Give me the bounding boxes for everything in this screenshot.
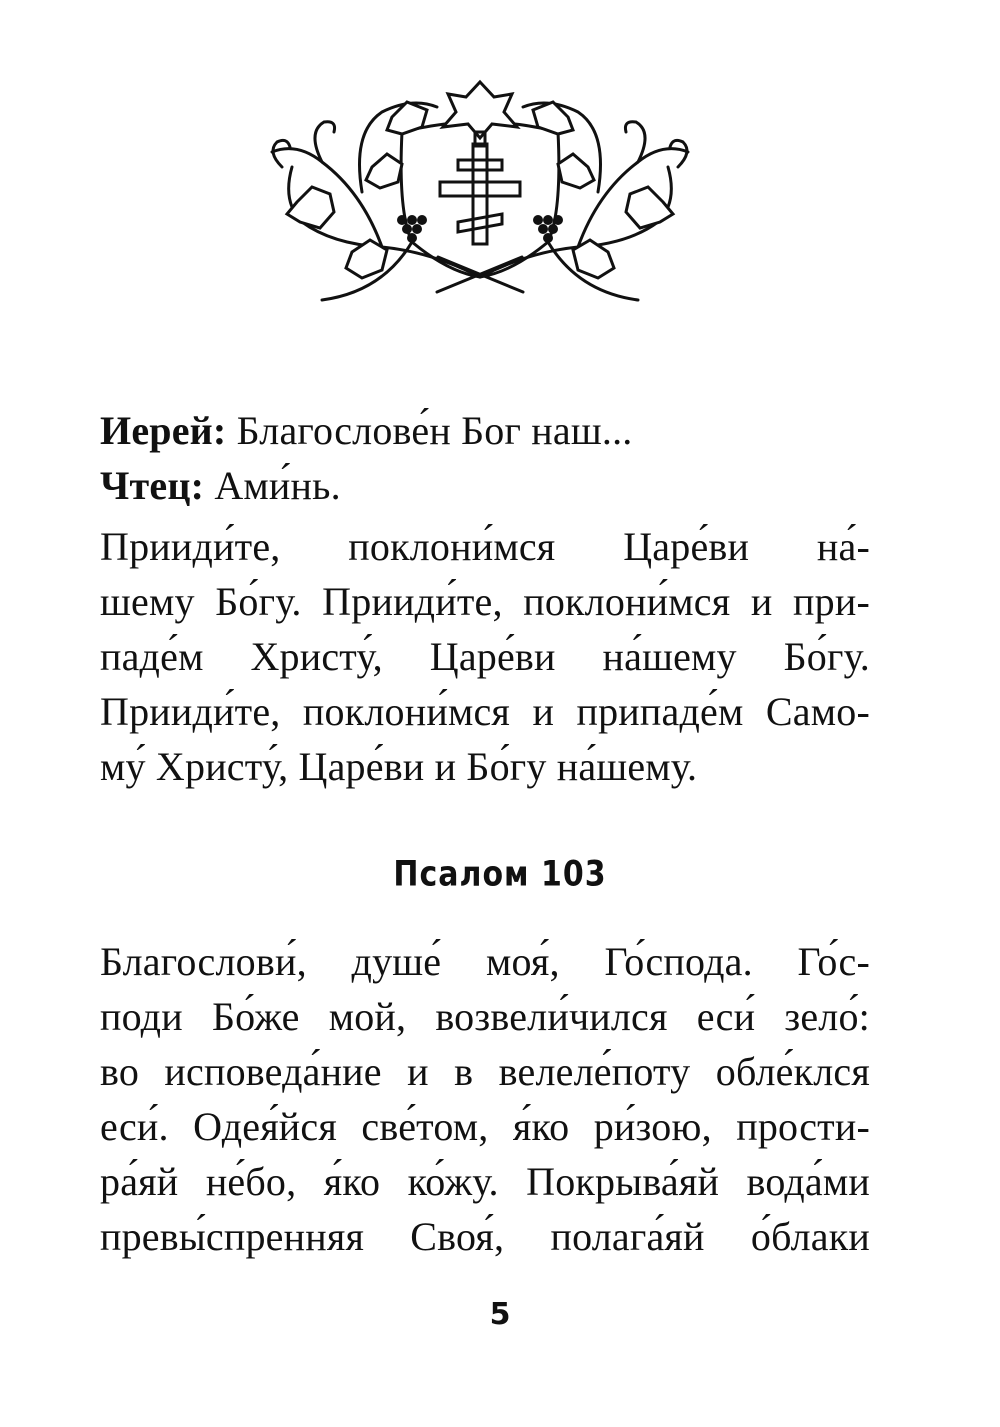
reader-line (100, 458, 870, 514)
priest-label: Иерей: (100, 408, 227, 453)
invitation-line-3: паде́м Христу́, Царе́ви на́шему Бо́гу. (100, 634, 870, 679)
psalm-line-3: во исповеда́ние и в велеле́поту обле́клся (100, 1049, 870, 1094)
invitation-line-5: му́ Христу́, Царе́ви и Бо́гу на́шему. (100, 744, 698, 789)
psalm-line-1: Благослови́, душе́ моя́, Го́спода. Го́с- (100, 939, 870, 984)
psalm-line-4: еси́. Одея́йся све́том, я́ко ри́зою, прости- (100, 1104, 870, 1149)
priest-line (100, 403, 870, 459)
psalm-line-2: поди Бо́же мой, возвели́чился еси́ зело́: (100, 994, 870, 1039)
cross-vine-ornament-icon (262, 72, 698, 304)
psalm-heading: Псалом 103 (393, 854, 607, 895)
invitation-line-4: Прииди́те, поклони́мся и припаде́м Само- (100, 689, 870, 734)
priest-text: Благослове́н Бог наш... (226, 408, 633, 453)
reader-label: Чтец: (100, 463, 205, 508)
invitation-line-1: Прииди́те, поклони́мся Царе́ви на́- (100, 524, 870, 569)
invitation-line-2: шему Бо́гу. Прииди́те, поклони́мся и при- (100, 579, 870, 624)
reader-text: Ами́нь. (204, 463, 341, 508)
page-number: 5 (489, 1297, 511, 1332)
psalm-line-6: превы́спренняя Своя́, полага́яй о́блаки (100, 1214, 870, 1259)
psalm-line-5: ра́яй не́бо, я́ко ко́жу. Покрыва́яй вода́ми (100, 1159, 870, 1204)
